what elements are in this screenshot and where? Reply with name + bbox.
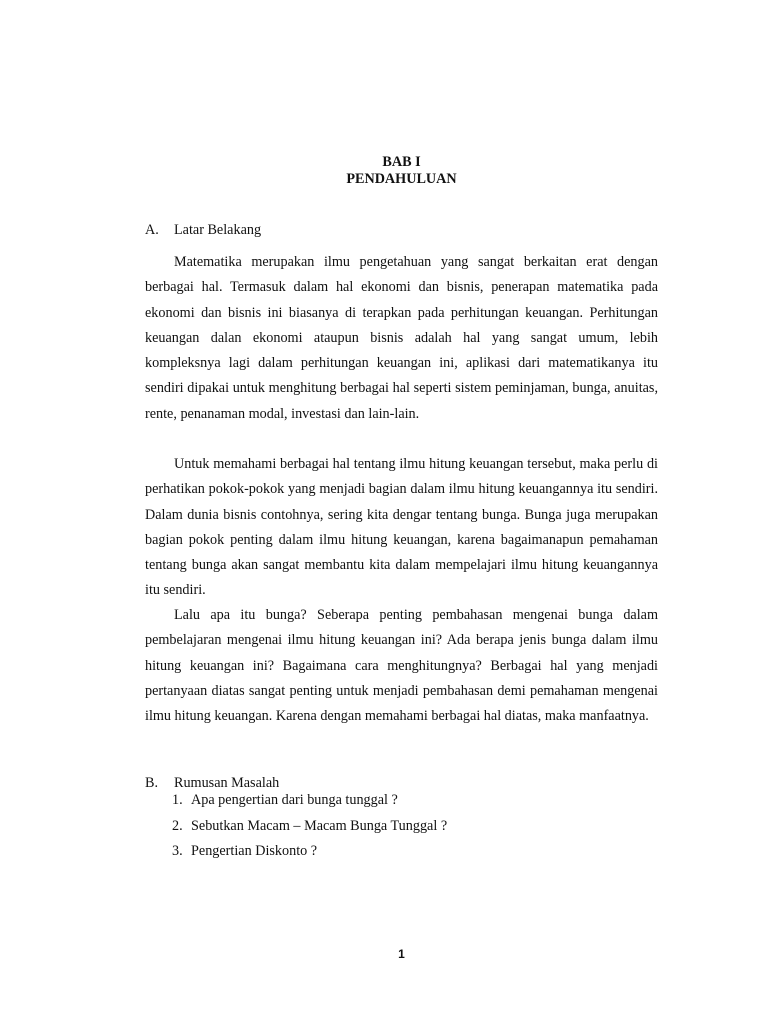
page-number: 1 (398, 947, 405, 961)
section-letter: A. (145, 222, 159, 238)
paragraph-1: Matematika merupakan ilmu pengetahuan yang sangat berkaitan erat dengan berbagai hal. Termasuk dalam hal ekonomi dan bisnis, penerapan matematika pada ekonomi dan bisnis ini biasanya di terapkan pada perhitungan keuangan. Perhitungan keuangan dalan ekonomi ataupun bisnis adalah hal yang sangat umum, lebih kompleksnya lagi dalam perhitungan keuangan ini, aplikasi dari matematikanya itu sendiri dipakai untuk menghitung berbagai hal seperti sistem peminjaman, bunga, anuitas, rente, penanaman modal, investasi dan lain-lain. (145, 254, 658, 422)
list-item (172, 818, 642, 844)
section-heading-latar-belakang (145, 222, 658, 239)
section-letter: B. (145, 775, 159, 791)
list-number: 2. (172, 817, 183, 834)
problem-list (172, 792, 642, 869)
list-item (172, 792, 642, 818)
list-text: Apa pengertian dari bunga tunggal ? (191, 792, 398, 808)
list-text: Pengertian Diskonto ? (191, 843, 318, 859)
list-number: 1. (172, 792, 183, 808)
list-number: 3. (172, 843, 183, 859)
chapter-title: PENDAHULUAN (346, 171, 457, 187)
list-text: Sebutkan Macam – Macam Bunga Tunggal ? (191, 817, 448, 834)
list-item (172, 843, 642, 869)
paragraph-2: Untuk memahami berbagai hal tentang ilmu hitung keuangan tersebut, maka perlu di perhatikan pokok-pokok yang menjadi bagian dalam ilmu hitung keuangannya itu sendiri. Dalam dunia bisnis contohnya, sering kita dengar tentang bunga. Bunga juga merupakan bagian pokok penting dalam ilmu hitung keuangan, karena bagaimanapun pemahaman tentang bunga akan sangat membantu kita dalam mempelajari ilmu hitung keuangannya itu sendiri. (145, 456, 658, 599)
paragraph-3: Lalu apa itu bunga? Seberapa penting pembahasan mengenai bunga dalam pembelajaran mengenai ilmu hitung keuangan ini? Ada berapa jenis bunga dalam ilmu hitung keuangan ini? Bagaimana cara menghitungnya? Berbagai hal yang menjadi pertanyaan diatas sangat penting untuk menjadi pembahasan demi pemahaman mengenai ilmu hitung keuangan. Karena dengan memahami berbagai hal diatas, maka manfaatnya. (145, 607, 658, 725)
section-heading-rumusan-masalah (145, 775, 658, 792)
chapter-number: BAB I (382, 154, 421, 170)
section-title: Rumusan Masalah (174, 775, 280, 791)
section-title: Latar Belakang (174, 222, 262, 238)
